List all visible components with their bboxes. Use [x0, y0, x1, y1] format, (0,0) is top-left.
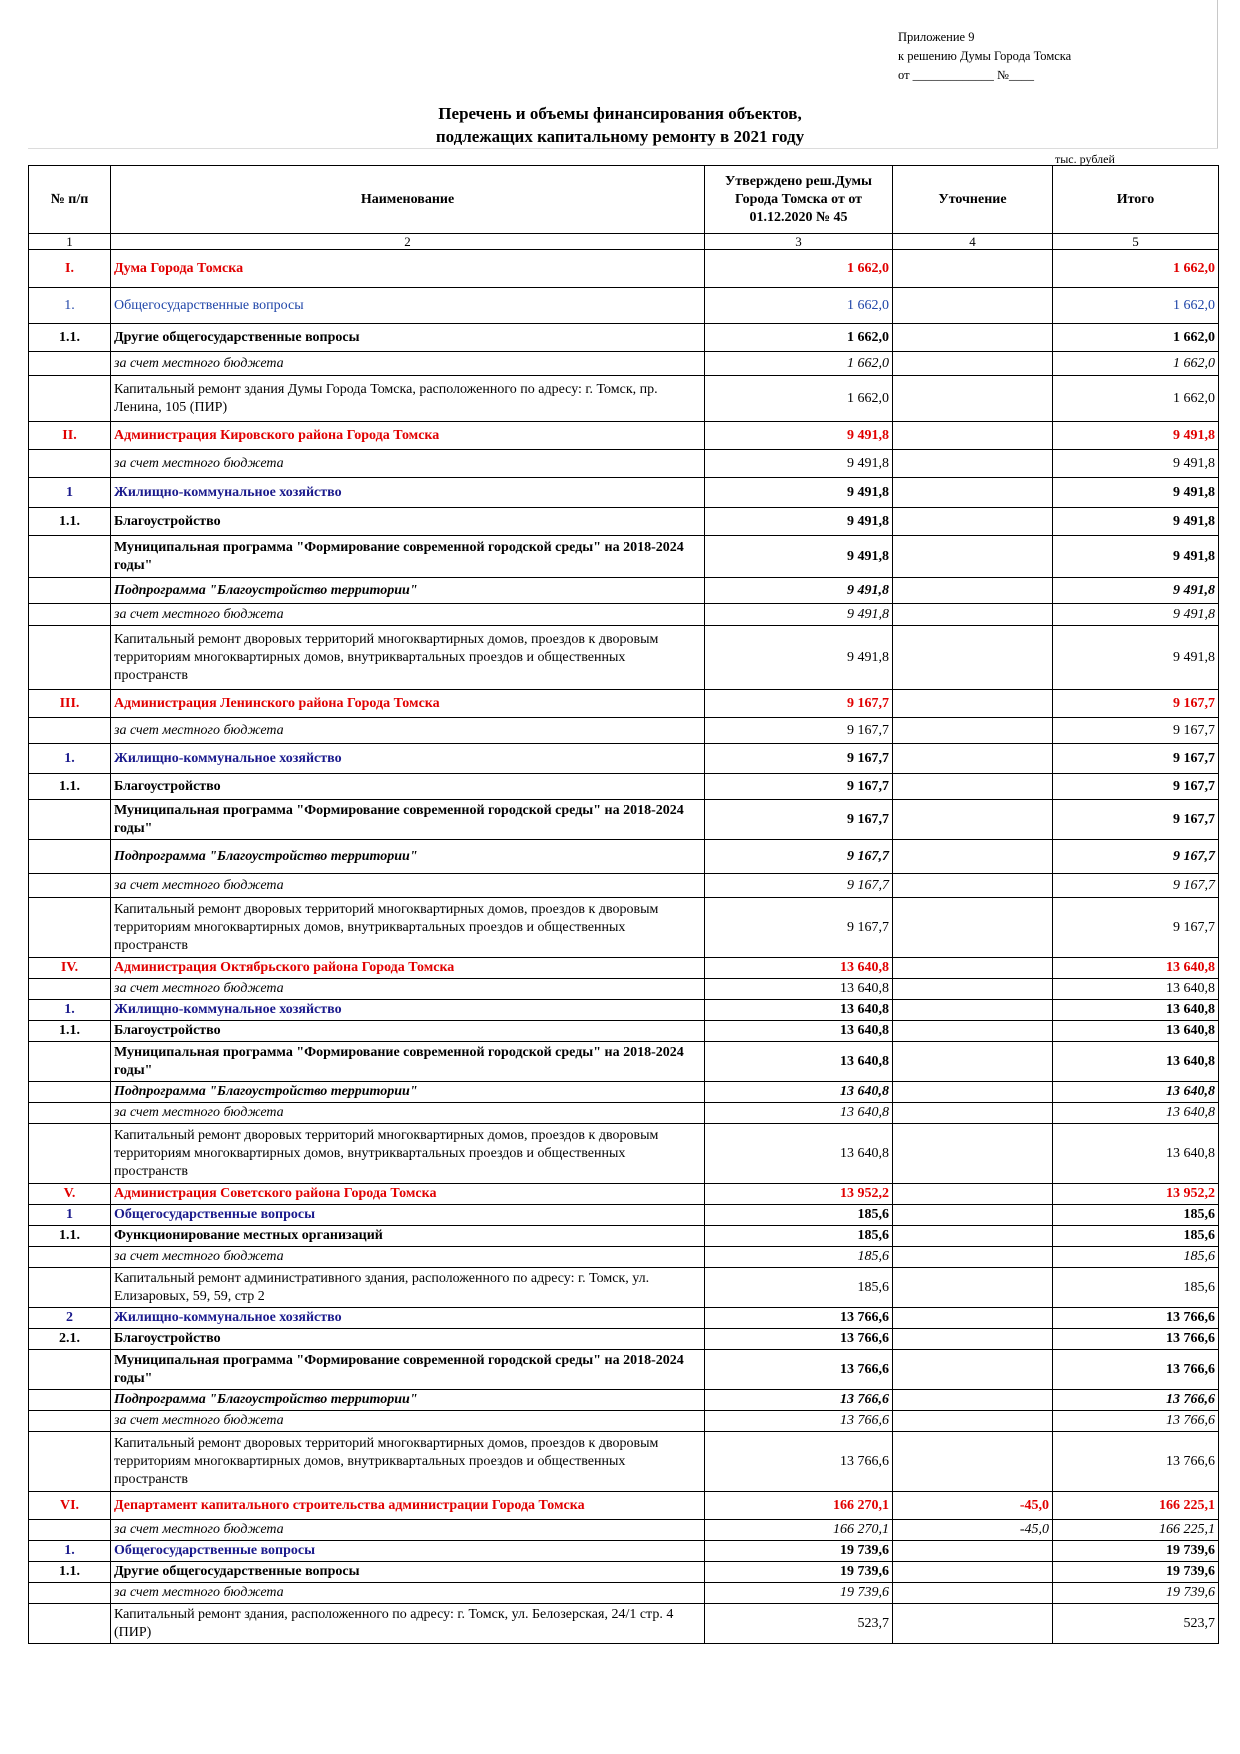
row-total: 13 766,6: [1053, 1390, 1219, 1411]
row-name: Общегосударственные вопросы: [111, 1541, 705, 1562]
row-number: VI.: [29, 1492, 111, 1520]
row-approved: 1 662,0: [705, 250, 893, 288]
row-name: Капитальный ремонт административного здания, расположенного по адресу: г. Томск, ул. Елизаровых, 59, 59, стр 2: [111, 1268, 705, 1308]
row-number: 1.: [29, 288, 111, 324]
row-total: 9 491,8: [1053, 422, 1219, 450]
row-approved: 13 766,6: [705, 1329, 893, 1350]
row-total: 13 766,6: [1053, 1308, 1219, 1329]
row-approved: 13 952,2: [705, 1184, 893, 1205]
row-change: [893, 718, 1053, 744]
row-name: за счет местного бюджета: [111, 1103, 705, 1124]
table-row: [29, 898, 1219, 958]
table-row: [29, 1562, 1219, 1583]
table-row: [29, 1520, 1219, 1541]
row-name: за счет местного бюджета: [111, 718, 705, 744]
row-change: [893, 1329, 1053, 1350]
row-number: [29, 1390, 111, 1411]
row-name: за счет местного бюджета: [111, 1411, 705, 1432]
row-approved: 1 662,0: [705, 352, 893, 376]
row-name: Подпрограмма "Благоустройство территории": [111, 1390, 705, 1411]
appendix-line-2: к решению Думы Города Томска: [898, 49, 1072, 63]
row-name: за счет местного бюджета: [111, 1247, 705, 1268]
row-change: [893, 1184, 1053, 1205]
row-total: 166 225,1: [1053, 1520, 1219, 1541]
row-number: IV.: [29, 958, 111, 979]
row-name: Подпрограмма "Благоустройство территории": [111, 840, 705, 874]
table-row: [29, 958, 1219, 979]
row-approved: 1 662,0: [705, 288, 893, 324]
row-name: Муниципальная программа "Формирование современной городской среды" на 2018-2024 годы": [111, 536, 705, 578]
table-row: [29, 718, 1219, 744]
row-change: [893, 604, 1053, 626]
row-total: 9 167,7: [1053, 718, 1219, 744]
row-total: 13 640,8: [1053, 1082, 1219, 1103]
row-change: [893, 840, 1053, 874]
table-row: [29, 1350, 1219, 1390]
row-name: Муниципальная программа "Формирование современной городской среды" на 2018-2024 годы": [111, 800, 705, 840]
row-number: [29, 352, 111, 376]
table-row: [29, 288, 1219, 324]
table-row: [29, 1411, 1219, 1432]
row-approved: 185,6: [705, 1205, 893, 1226]
row-total: 9 491,8: [1053, 626, 1219, 690]
row-change: [893, 352, 1053, 376]
row-name: Жилищно-коммунальное хозяйство: [111, 1000, 705, 1021]
row-total: 1 662,0: [1053, 352, 1219, 376]
row-change: [893, 1247, 1053, 1268]
col-index-1: 1: [29, 234, 111, 250]
row-total: 13 640,8: [1053, 1042, 1219, 1082]
row-approved: 185,6: [705, 1247, 893, 1268]
table-row: [29, 1583, 1219, 1604]
table-row: [29, 1103, 1219, 1124]
row-name: за счет местного бюджета: [111, 874, 705, 898]
row-number: 1: [29, 1205, 111, 1226]
row-total: 9 491,8: [1053, 536, 1219, 578]
row-total: 9 491,8: [1053, 578, 1219, 604]
row-change: [893, 324, 1053, 352]
row-number: [29, 450, 111, 478]
row-number: I.: [29, 250, 111, 288]
col-index-5: 5: [1053, 234, 1219, 250]
row-name: Капитальный ремонт дворовых территорий многоквартирных домов, проездов к дворовым территориям многоквартирных домов, внутриквартальных проездов и общественных пространств: [111, 898, 705, 958]
row-name: Капитальный ремонт дворовых территорий многоквартирных домов, проездов к дворовым территориям многоквартирных домов, внутриквартальных проездов и общественных пространств: [111, 1124, 705, 1184]
row-number: 2.1.: [29, 1329, 111, 1350]
row-approved: 1 662,0: [705, 376, 893, 422]
row-number: [29, 718, 111, 744]
table-row: [29, 800, 1219, 840]
row-approved: 9 491,8: [705, 604, 893, 626]
row-name: Жилищно-коммунальное хозяйство: [111, 478, 705, 508]
row-approved: 13 640,8: [705, 1124, 893, 1184]
row-approved: 9 167,7: [705, 774, 893, 800]
row-approved: 13 640,8: [705, 958, 893, 979]
row-change: [893, 744, 1053, 774]
row-name: Муниципальная программа "Формирование современной городской среды" на 2018-2024 годы": [111, 1042, 705, 1082]
document-title: [0, 102, 1240, 148]
row-number: [29, 1247, 111, 1268]
header-num: № п/п: [29, 166, 111, 234]
row-name: Капитальный ремонт здания Думы Города Томска, расположенного по адресу: г. Томск, пр. Ленина, 105 (ПИР): [111, 376, 705, 422]
row-total: 9 491,8: [1053, 604, 1219, 626]
table-row: [29, 1184, 1219, 1205]
table-row: [29, 1226, 1219, 1247]
row-name: Департамент капитального строительства администрации Города Томска: [111, 1492, 705, 1520]
row-approved: 9 167,7: [705, 744, 893, 774]
row-number: [29, 979, 111, 1000]
row-number: [29, 1124, 111, 1184]
row-approved: 9 167,7: [705, 800, 893, 840]
row-number: [29, 604, 111, 626]
row-approved: 9 491,8: [705, 508, 893, 536]
row-change: -45,0: [893, 1520, 1053, 1541]
row-name: за счет местного бюджета: [111, 450, 705, 478]
table-row: [29, 626, 1219, 690]
row-number: 1.1.: [29, 324, 111, 352]
row-number: [29, 1604, 111, 1644]
row-total: 9 167,7: [1053, 690, 1219, 718]
row-number: [29, 376, 111, 422]
row-number: [29, 1268, 111, 1308]
table-row: [29, 324, 1219, 352]
row-approved: 9 167,7: [705, 898, 893, 958]
row-number: [29, 800, 111, 840]
table-row: [29, 874, 1219, 898]
table-row: [29, 1124, 1219, 1184]
table-row: [29, 1000, 1219, 1021]
row-total: 13 766,6: [1053, 1411, 1219, 1432]
row-change: [893, 1226, 1053, 1247]
row-name: Администрация Октябрьского района Города Томска: [111, 958, 705, 979]
row-change: [893, 800, 1053, 840]
row-number: 1.: [29, 1541, 111, 1562]
row-change: [893, 1021, 1053, 1042]
row-total: 19 739,6: [1053, 1562, 1219, 1583]
row-total: 9 167,7: [1053, 774, 1219, 800]
row-name: Функционирование местных организаций: [111, 1226, 705, 1247]
row-change: [893, 1583, 1053, 1604]
row-number: [29, 1520, 111, 1541]
financing-table: [28, 165, 1219, 1644]
table-row: [29, 1308, 1219, 1329]
row-name: Благоустройство: [111, 774, 705, 800]
row-number: [29, 1432, 111, 1492]
row-total: 13 766,6: [1053, 1432, 1219, 1492]
row-change: [893, 536, 1053, 578]
row-total: 13 640,8: [1053, 958, 1219, 979]
row-change: [893, 774, 1053, 800]
table-row: [29, 744, 1219, 774]
row-approved: 9 491,8: [705, 626, 893, 690]
row-number: 1: [29, 478, 111, 508]
row-name: Жилищно-коммунальное хозяйство: [111, 1308, 705, 1329]
row-name: Капитальный ремонт дворовых территорий многоквартирных домов, проездов к дворовым территориям многоквартирных домов, внутриквартальных проездов и общественных пространств: [111, 626, 705, 690]
row-change: [893, 898, 1053, 958]
table-row: [29, 1268, 1219, 1308]
row-approved: 13 766,6: [705, 1411, 893, 1432]
row-approved: 13 640,8: [705, 1082, 893, 1103]
row-total: 1 662,0: [1053, 324, 1219, 352]
row-change: [893, 874, 1053, 898]
row-total: 9 167,7: [1053, 840, 1219, 874]
row-name: за счет местного бюджета: [111, 1520, 705, 1541]
row-change: [893, 508, 1053, 536]
row-total: 1 662,0: [1053, 250, 1219, 288]
row-total: 13 952,2: [1053, 1184, 1219, 1205]
title-divider: [28, 148, 1218, 149]
row-change: [893, 1000, 1053, 1021]
row-change: [893, 1268, 1053, 1308]
row-change: [893, 1541, 1053, 1562]
row-number: [29, 1411, 111, 1432]
row-name: Жилищно-коммунальное хозяйство: [111, 744, 705, 774]
row-total: 9 491,8: [1053, 450, 1219, 478]
col-index-4: 4: [893, 234, 1053, 250]
row-total: 9 167,7: [1053, 800, 1219, 840]
row-name: Общегосударственные вопросы: [111, 288, 705, 324]
row-total: 19 739,6: [1053, 1541, 1219, 1562]
row-total: 185,6: [1053, 1205, 1219, 1226]
row-number: 2: [29, 1308, 111, 1329]
table-row: [29, 1021, 1219, 1042]
row-name: Благоустройство: [111, 508, 705, 536]
row-change: [893, 450, 1053, 478]
row-total: 9 167,7: [1053, 898, 1219, 958]
col-index-3: 3: [705, 234, 893, 250]
row-name: Администрация Советского района Города Томска: [111, 1184, 705, 1205]
row-change: -45,0: [893, 1492, 1053, 1520]
row-change: [893, 958, 1053, 979]
table-row: [29, 250, 1219, 288]
row-approved: 13 640,8: [705, 1021, 893, 1042]
row-name: Подпрограмма "Благоустройство территории": [111, 578, 705, 604]
row-name: за счет местного бюджета: [111, 1583, 705, 1604]
table-row: [29, 536, 1219, 578]
row-number: III.: [29, 690, 111, 718]
row-number: [29, 1042, 111, 1082]
header-change: Уточнение: [893, 166, 1053, 234]
column-index-row: [29, 234, 1219, 250]
row-number: 1.: [29, 1000, 111, 1021]
row-number: 1.1.: [29, 1226, 111, 1247]
row-total: 523,7: [1053, 1604, 1219, 1644]
row-change: [893, 1432, 1053, 1492]
row-name: Администрация Ленинского района Города Томска: [111, 690, 705, 718]
col-index-2: 2: [111, 234, 705, 250]
table-row: [29, 690, 1219, 718]
row-total: 185,6: [1053, 1247, 1219, 1268]
row-total: 13 766,6: [1053, 1350, 1219, 1390]
row-approved: 9 167,7: [705, 840, 893, 874]
row-name: за счет местного бюджета: [111, 604, 705, 626]
row-total: 13 766,6: [1053, 1329, 1219, 1350]
row-total: 9 491,8: [1053, 478, 1219, 508]
row-number: [29, 840, 111, 874]
units-label: тыс. рублей: [1055, 152, 1115, 166]
row-approved: 9 167,7: [705, 690, 893, 718]
row-number: [29, 1350, 111, 1390]
row-total: 9 167,7: [1053, 744, 1219, 774]
table-row: [29, 422, 1219, 450]
title-line-2: подлежащих капитальному ремонту в 2021 году: [435, 127, 805, 146]
row-number: [29, 1082, 111, 1103]
row-total: 13 640,8: [1053, 1103, 1219, 1124]
row-approved: 19 739,6: [705, 1583, 893, 1604]
row-number: [29, 626, 111, 690]
row-change: [893, 1350, 1053, 1390]
row-approved: 9 167,7: [705, 718, 893, 744]
row-approved: 13 640,8: [705, 979, 893, 1000]
row-number: II.: [29, 422, 111, 450]
table-row: [29, 840, 1219, 874]
row-change: [893, 1042, 1053, 1082]
row-name: Администрация Кировского района Города Томска: [111, 422, 705, 450]
row-number: V.: [29, 1184, 111, 1205]
row-approved: 9 491,8: [705, 536, 893, 578]
row-change: [893, 1308, 1053, 1329]
row-change: [893, 422, 1053, 450]
row-total: 13 640,8: [1053, 979, 1219, 1000]
row-approved: 166 270,1: [705, 1492, 893, 1520]
row-name: Подпрограмма "Благоустройство территории": [111, 1082, 705, 1103]
row-change: [893, 288, 1053, 324]
table-header-row: [29, 166, 1219, 234]
appendix-line-1: Приложение 9: [898, 30, 975, 44]
row-change: [893, 1562, 1053, 1583]
row-number: [29, 536, 111, 578]
row-total: 1 662,0: [1053, 376, 1219, 422]
row-approved: 13 766,6: [705, 1432, 893, 1492]
appendix-note: [898, 28, 1071, 85]
row-total: 13 640,8: [1053, 1124, 1219, 1184]
table-row: [29, 1492, 1219, 1520]
table-row: [29, 352, 1219, 376]
row-name: Благоустройство: [111, 1021, 705, 1042]
row-approved: 19 739,6: [705, 1541, 893, 1562]
row-approved: 166 270,1: [705, 1520, 893, 1541]
table-row: [29, 1247, 1219, 1268]
row-number: [29, 1103, 111, 1124]
row-name: Дума Города Томска: [111, 250, 705, 288]
header-total: Итого: [1053, 166, 1219, 234]
table-row: [29, 979, 1219, 1000]
row-approved: 9 491,8: [705, 450, 893, 478]
row-approved: 13 640,8: [705, 1000, 893, 1021]
row-approved: 9 491,8: [705, 478, 893, 508]
table-row: [29, 450, 1219, 478]
table-row: [29, 1329, 1219, 1350]
table-row: [29, 578, 1219, 604]
row-name: Благоустройство: [111, 1329, 705, 1350]
row-number: 1.: [29, 744, 111, 774]
title-line-1: Перечень и объемы финансирования объектов,: [438, 104, 802, 123]
row-total: 13 640,8: [1053, 1000, 1219, 1021]
row-name: Муниципальная программа "Формирование современной городской среды" на 2018-2024 годы": [111, 1350, 705, 1390]
row-number: [29, 1583, 111, 1604]
row-change: [893, 1205, 1053, 1226]
table-row: [29, 1541, 1219, 1562]
row-approved: 523,7: [705, 1604, 893, 1644]
row-total: 13 640,8: [1053, 1021, 1219, 1042]
row-total: 166 225,1: [1053, 1492, 1219, 1520]
row-approved: 13 640,8: [705, 1103, 893, 1124]
row-approved: 13 640,8: [705, 1042, 893, 1082]
row-change: [893, 478, 1053, 508]
row-approved: 9 491,8: [705, 422, 893, 450]
row-name: Капитальный ремонт здания, расположенного по адресу: г. Томск, ул. Белозерская, 24/1 стр. 4 (ПИР): [111, 1604, 705, 1644]
row-change: [893, 1390, 1053, 1411]
row-total: 185,6: [1053, 1226, 1219, 1247]
row-change: [893, 626, 1053, 690]
row-name: за счет местного бюджета: [111, 979, 705, 1000]
row-number: 1.1.: [29, 508, 111, 536]
row-approved: 13 766,6: [705, 1308, 893, 1329]
row-name: за счет местного бюджета: [111, 352, 705, 376]
row-approved: 9 167,7: [705, 874, 893, 898]
table-row: [29, 1082, 1219, 1103]
row-change: [893, 1604, 1053, 1644]
row-total: 185,6: [1053, 1268, 1219, 1308]
row-total: 19 739,6: [1053, 1583, 1219, 1604]
row-number: [29, 874, 111, 898]
row-change: [893, 376, 1053, 422]
header-name: Наименование: [111, 166, 705, 234]
table-row: [29, 508, 1219, 536]
row-approved: 185,6: [705, 1268, 893, 1308]
row-total: 9 167,7: [1053, 874, 1219, 898]
row-number: 1.1.: [29, 774, 111, 800]
row-total: 1 662,0: [1053, 288, 1219, 324]
row-name: Другие общегосударственные вопросы: [111, 1562, 705, 1583]
table-row: [29, 604, 1219, 626]
row-change: [893, 690, 1053, 718]
table-row: [29, 774, 1219, 800]
table-row: [29, 1604, 1219, 1644]
row-approved: 1 662,0: [705, 324, 893, 352]
row-number: 1.1.: [29, 1562, 111, 1583]
row-change: [893, 1082, 1053, 1103]
row-number: [29, 898, 111, 958]
row-change: [893, 578, 1053, 604]
table-row: [29, 1432, 1219, 1492]
row-change: [893, 250, 1053, 288]
row-change: [893, 979, 1053, 1000]
row-approved: 13 766,6: [705, 1390, 893, 1411]
table-row: [29, 1042, 1219, 1082]
row-number: [29, 578, 111, 604]
row-approved: 9 491,8: [705, 578, 893, 604]
row-change: [893, 1103, 1053, 1124]
row-total: 9 491,8: [1053, 508, 1219, 536]
row-name: Капитальный ремонт дворовых территорий многоквартирных домов, проездов к дворовым территориям многоквартирных домов, внутриквартальных проездов и общественных пространств: [111, 1432, 705, 1492]
table-row: [29, 478, 1219, 508]
row-approved: 13 766,6: [705, 1350, 893, 1390]
row-number: 1.1.: [29, 1021, 111, 1042]
table-row: [29, 1390, 1219, 1411]
appendix-line-3: от _____________ №____: [898, 68, 1034, 82]
row-change: [893, 1124, 1053, 1184]
row-name: Общегосударственные вопросы: [111, 1205, 705, 1226]
table-row: [29, 376, 1219, 422]
row-approved: 19 739,6: [705, 1562, 893, 1583]
row-name: Другие общегосударственные вопросы: [111, 324, 705, 352]
header-approved: Утверждено реш.Думы Города Томска от от 01.12.2020 № 45: [705, 166, 893, 234]
row-approved: 185,6: [705, 1226, 893, 1247]
table-row: [29, 1205, 1219, 1226]
table-body: [29, 166, 1219, 1644]
row-change: [893, 1411, 1053, 1432]
